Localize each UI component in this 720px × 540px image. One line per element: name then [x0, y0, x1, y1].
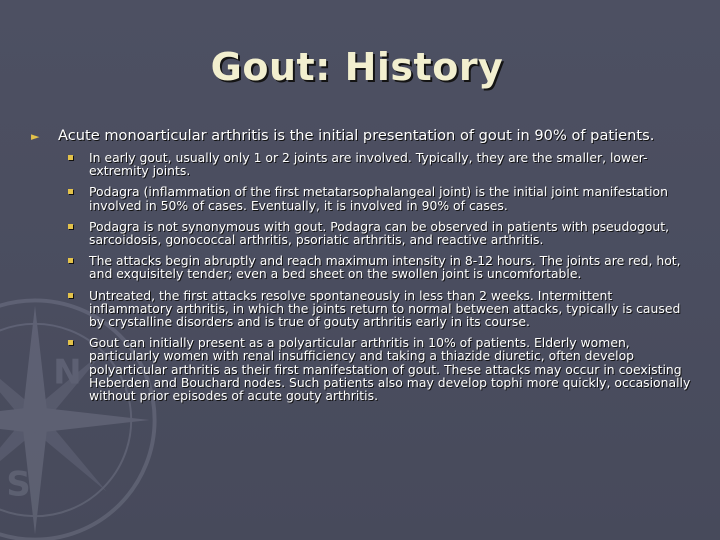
- sub-bullet-text: In early gout, usually only 1 or 2 joints are involved. Typically, they are the smaller, lower-extremity joints.: [89, 150, 648, 179]
- sub-bullet-text: Podagra (inflammation of the first metatarsophalangeal joint) is the initial joint manifestation involved in 50% of cases. Eventually, it is involved in 90% of cases.: [89, 184, 668, 213]
- sub-bullet: [31, 254, 695, 280]
- sub-bullet-text: Gout can initially present as a polyarticular arthritis in 10% of patients. Elderly women, particularly women with renal insufficiency and taking a thiazide diuretic, often develop polyarticular arthritis as their first manifestation of gout. These attacks may occur in coexisting Heberden and Bouchard nodes. Such patients also may develop tophi more quickly, occasionally without prior episodes of acute gouty arthritis.: [89, 335, 691, 404]
- sub-bullet: [31, 289, 695, 329]
- square-bullet-icon: [68, 224, 73, 229]
- slide-content: [31, 128, 695, 410]
- arrow-right-icon: ►: [31, 130, 40, 143]
- main-bullet: [31, 128, 695, 144]
- sub-bullet-list: [31, 151, 695, 402]
- sub-bullet-text: The attacks begin abruptly and reach maximum intensity in 8-12 hours. The joints are red, hot, and exquisitely tender; even a bed sheet on the swollen joint is uncomfortable.: [89, 253, 681, 282]
- slide-title: Gout: History: [210, 45, 504, 89]
- square-bullet-icon: [68, 293, 73, 298]
- square-bullet-icon: [68, 189, 73, 194]
- square-bullet-icon: [68, 155, 73, 160]
- main-bullet-text: Acute monoarticular arthritis is the initial presentation of gout in 90% of patients.: [58, 127, 655, 144]
- sub-bullet: [31, 220, 695, 246]
- square-bullet-icon: [68, 258, 73, 263]
- sub-bullet: [31, 185, 695, 211]
- sub-bullet-text: Podagra is not synonymous with gout. Podagra can be observed in patients with pseudogout, sarcoidosis, gonococcal arthritis, psoriatic arthritis, and reactive arthritis.: [89, 218, 670, 248]
- sub-bullet-text: Untreated, the first attacks resolve spontaneously in less than 2 weeks. Intermittent inflammatory arthritis, in which the joints return to normal between attacks, typically is caused by crystalline disorders and is true of gouty arthritis early in its course.: [89, 287, 681, 330]
- svg-text:N: N: [53, 352, 82, 392]
- square-bullet-icon: [68, 340, 73, 345]
- svg-text:S: S: [6, 464, 31, 504]
- sub-bullet: [31, 336, 695, 402]
- sub-bullet: [31, 151, 695, 177]
